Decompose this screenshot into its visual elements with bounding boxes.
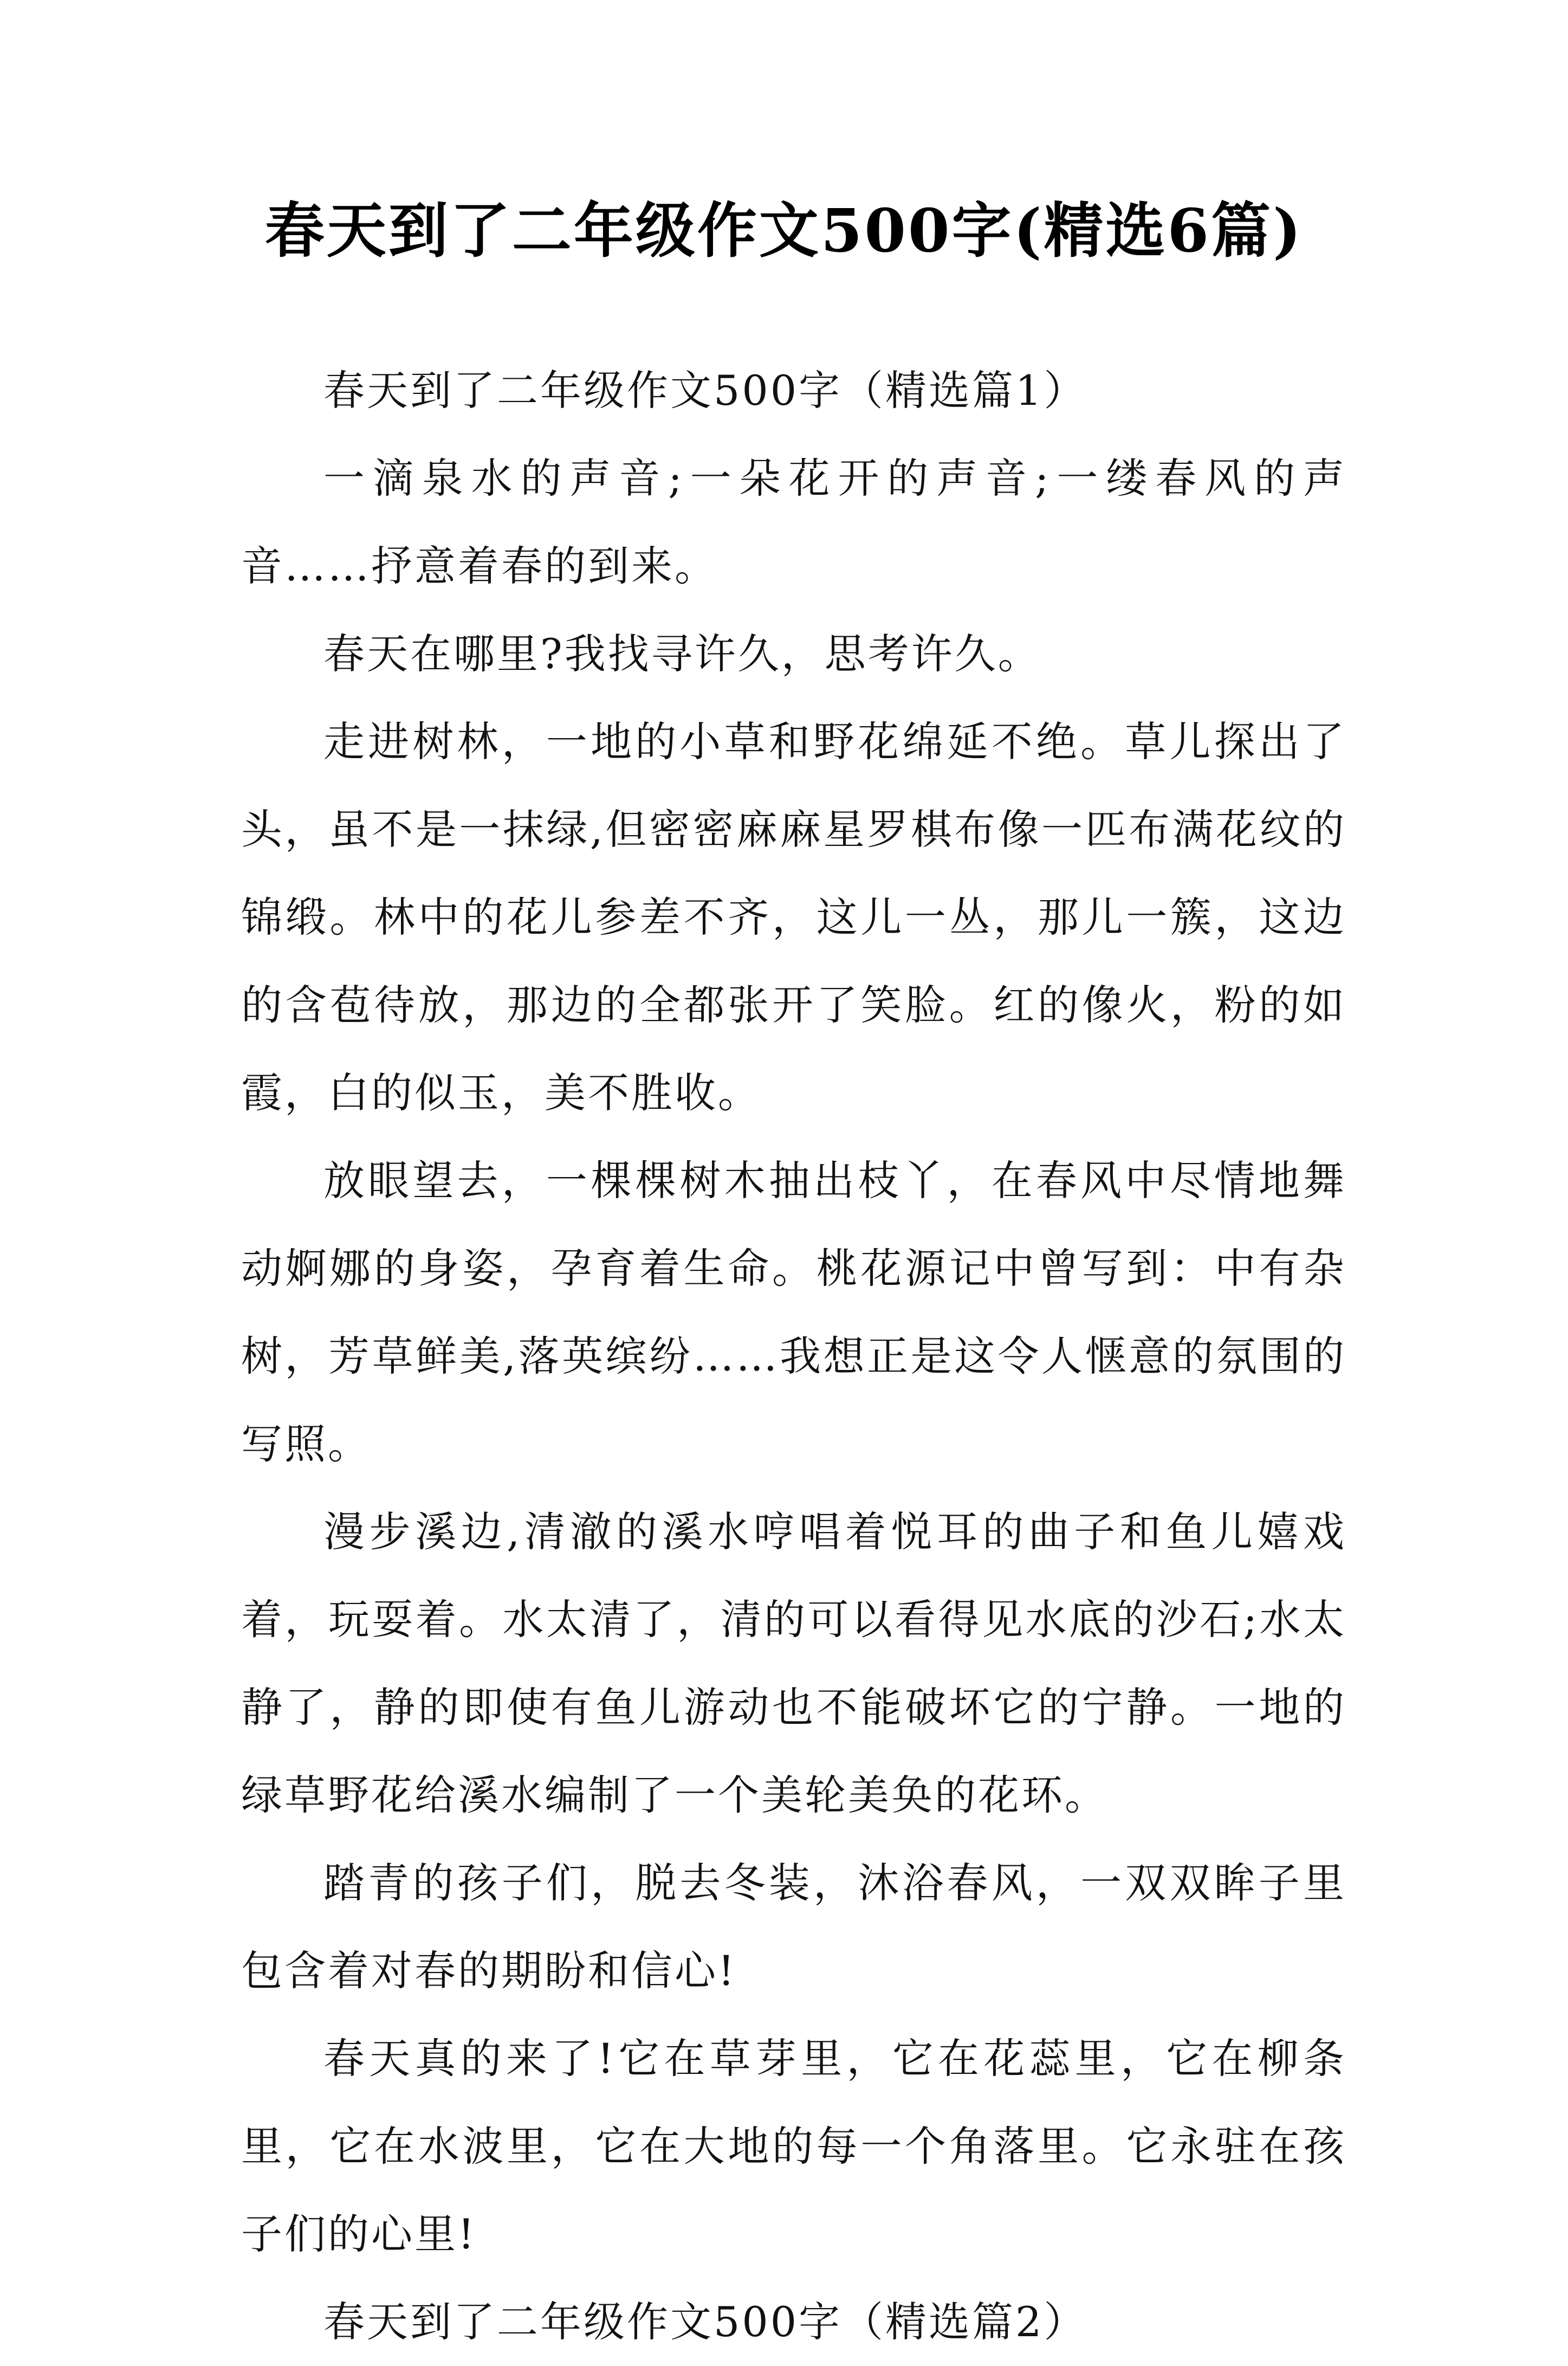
paragraph: 漫步溪边,清澈的溪水哼唱着悦耳的曲子和鱼儿嬉戏着，玩耍着。水太清了，清的可以看得见水底的沙石;水太静了，静的即使有鱼儿游动也不能破坏它的宁静。一地的绿草野花给溪水编制了一个美轮美奂的花环。 — [241, 1508, 1346, 1819]
paragraph: 春天真的来了!它在草芽里，它在花蕊里，它在柳条里，它在水波里，它在大地的每一个角落里。它永驻在孩子们的心里! — [241, 2034, 1346, 2258]
document-body — [241, 347, 1346, 2366]
paragraph: 踏青的孩子们，脱去冬装，沐浴春风，一双双眸子里包含着对春的期盼和信心! — [241, 1859, 1346, 1995]
paragraph: 一滴泉水的声音;一朵花开的声音;一缕春风的声音……抒意着春的到来。 — [241, 454, 1346, 590]
section-heading-1: 春天到了二年级作文500字（精选篇1） — [323, 366, 1087, 415]
paragraph: 春天在哪里?我找寻许久，思考许久。 — [323, 630, 1041, 678]
paragraph: 走进树林，一地的小草和野花绵延不绝。草儿探出了头，虽不是一抹绿,但密密麻麻星罗棋布像一匹布满花纹的锦缎。林中的花儿参差不齐，这儿一丛，那儿一簇，这边的含苞待放，那边的全都张开了笑脸。红的像火，粉的如霞，白的似玉，美不胜收。 — [241, 717, 1346, 1117]
paragraph: 放眼望去，一棵棵树木抽出枝丫，在春风中尽情地舞动婀娜的身姿，孕育着生命。桃花源记中曾写到：中有杂树，芳草鲜美,落英缤纷……我想正是这令人惬意的氛围的写照。 — [241, 1156, 1346, 1468]
section-heading-2: 春天到了二年级作文500字（精选篇2） — [323, 2298, 1087, 2346]
document-title: 春天到了二年级作文500字(精选6篇) — [264, 196, 1304, 266]
